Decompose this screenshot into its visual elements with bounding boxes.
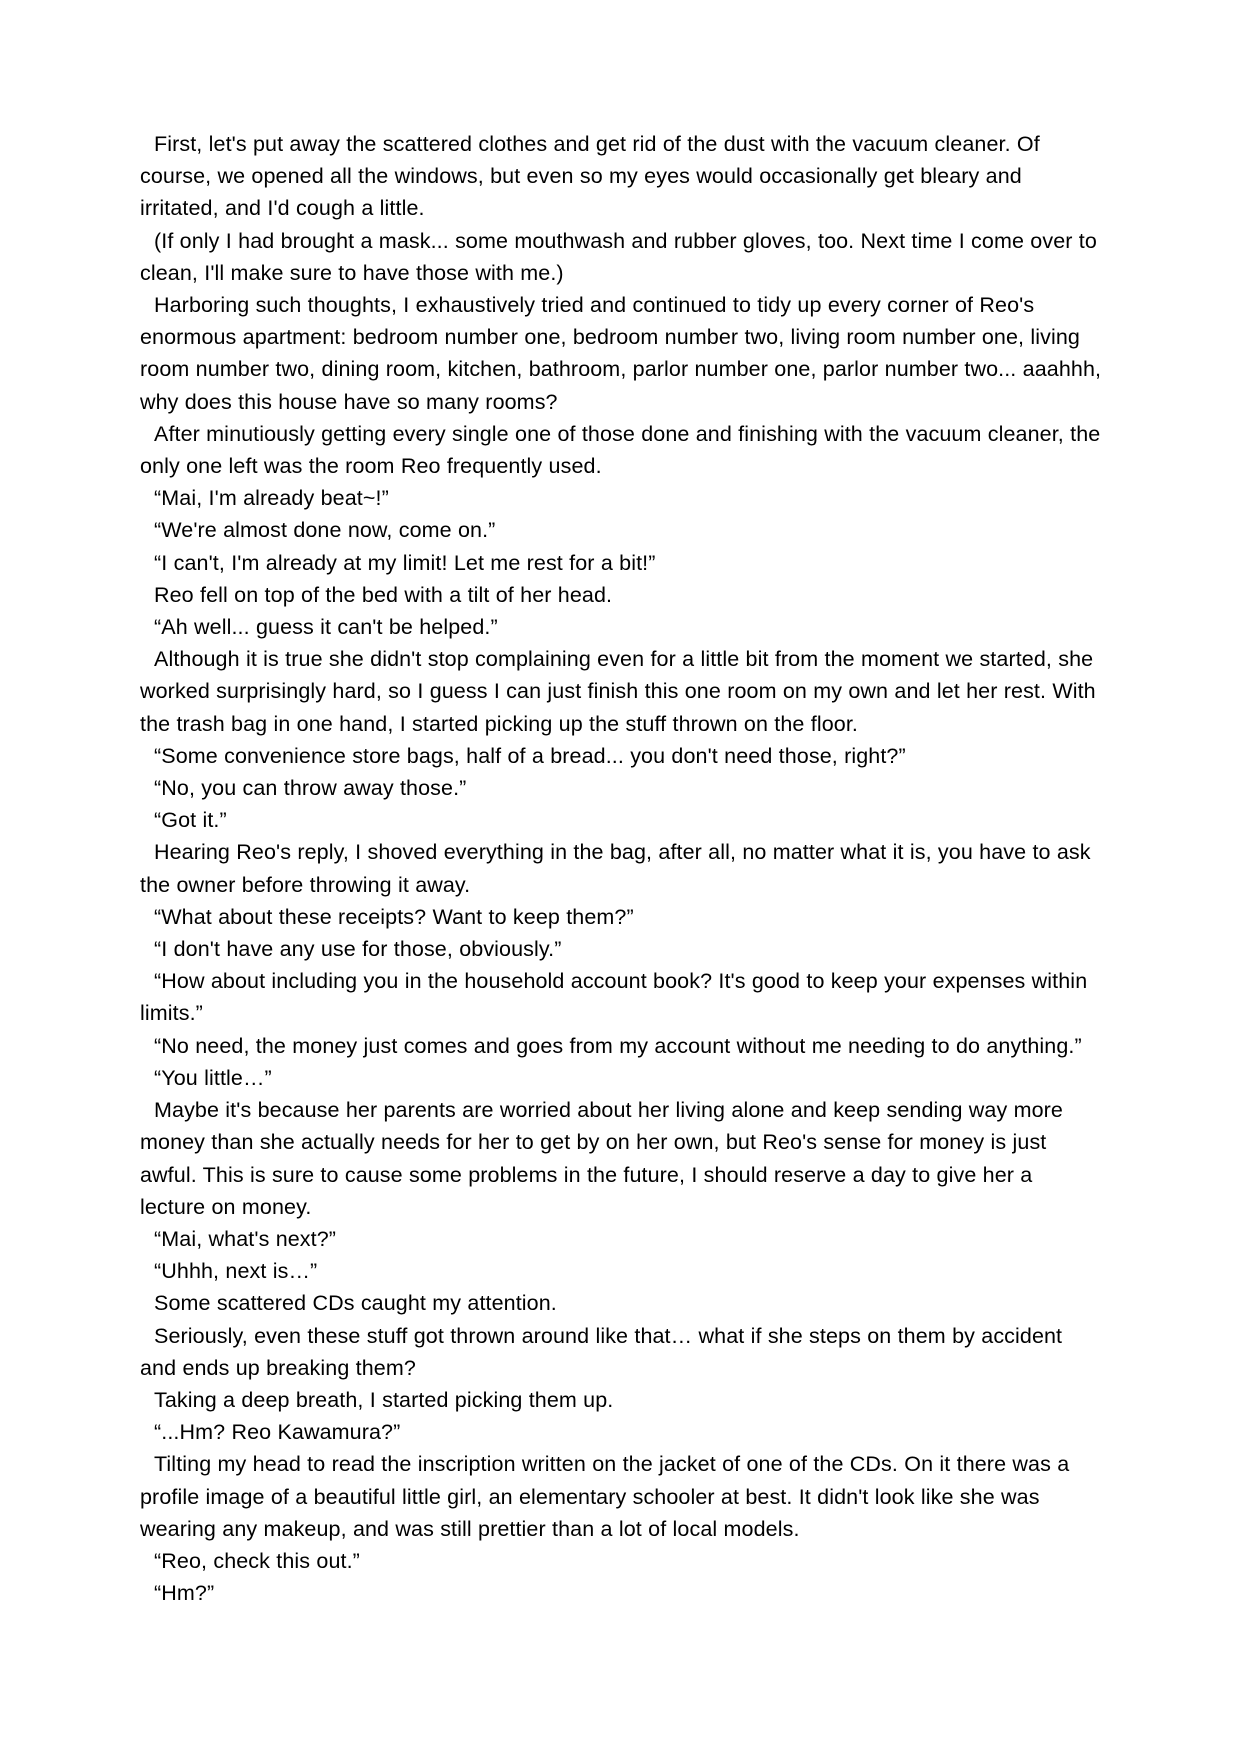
- document-body: [140, 128, 1102, 1609]
- paragraph: “Got it.”: [154, 808, 227, 833]
- paragraph: Hearing Reo's reply, I shoved everything in the bag, after all, no matter what it is, you have to ask the owner before throwing it away.: [140, 840, 1091, 897]
- paragraph: “How about including you in the household account book? It's good to keep your expenses within limits.”: [140, 969, 1088, 1026]
- paragraph: “...Hm? Reo Kawamura?”: [154, 1420, 401, 1445]
- paragraph: “What about these receipts? Want to keep them?”: [154, 904, 634, 929]
- paragraph: Taking a deep breath, I started picking them up.: [154, 1387, 614, 1412]
- paragraph: “No, you can throw away those.”: [154, 776, 467, 801]
- paragraph: “Hm?”: [154, 1581, 215, 1606]
- paragraph: “You little…”: [154, 1065, 272, 1090]
- paragraph: “We're almost done now, come on.”: [154, 518, 496, 543]
- paragraph: “Ah well... guess it can't be helped.”: [154, 615, 498, 640]
- paragraph: “I don't have any use for those, obviously.”: [154, 937, 562, 962]
- paragraph: After minutiously getting every single one of those done and finishing with the vacuum cleaner, the only one left was the room Reo frequently used.: [140, 421, 1101, 479]
- paragraph: “Mai, I'm already beat~!”: [154, 486, 389, 511]
- paragraph: Some scattered CDs caught my attention.: [154, 1291, 557, 1316]
- paragraph: (If only I had brought a mask... some mouthwash and rubber gloves, too. Next time I come over to clean, I'll make sure to have those with me.): [140, 228, 1097, 285]
- paragraph: Maybe it's because her parents are worried about her living alone and keep sending way more money than she actually needs for her to get by on her own, but Reo's sense for money is just awful. This is sure to cause some problems in the future, I should reserve a day to give her a lecture on money.: [140, 1098, 1063, 1219]
- paragraph: Tilting my head to read the inscription written on the jacket of one of the CDs. On it there was a profile image of a beautiful little girl, an elementary schooler at best. It didn't look like she was wearing any makeup, and was still prettier than a lot of local models.: [140, 1452, 1070, 1541]
- paragraph: “Uhhh, next is…”: [154, 1259, 318, 1284]
- paragraph: Reo fell on top of the bed with a tilt of her head.: [154, 582, 613, 607]
- paragraph: Although it is true she didn't stop complaining even for a little bit from the moment we started, she worked surprisingly hard, so I guess I can just finish this one room on my own and let her rest. With the trash bag in one hand, I started picking up the stuff thrown on the floor.: [140, 647, 1096, 736]
- paragraph: “Some convenience store bags, half of a bread... you don't need those, right?”: [154, 743, 906, 768]
- paragraph: First, let's put away the scattered clothes and get rid of the dust with the vacuum cleaner. Of course, we opened all the windows, but even so my eyes would occasionally get bleary and irritated, and I'd cough a little.: [140, 132, 1040, 221]
- paragraph: Seriously, even these stuff got thrown around like that… what if she steps on them by accident and ends up breaking them?: [140, 1323, 1063, 1380]
- paragraph: “Mai, what's next?”: [154, 1226, 337, 1251]
- paragraph: “No need, the money just comes and goes from my account without me needing to do anything.”: [154, 1033, 1082, 1058]
- paragraph: “I can't, I'm already at my limit! Let me rest for a bit!”: [154, 550, 656, 575]
- paragraph: Harboring such thoughts, I exhaustively tried and continued to tidy up every corner of Reo's enormous apartment: bedroom number one, bedroom number two, living room number one, living room number two, dining room, kitchen, bathroom, parlor number one, parlor number two... aaahhh, why does this house have so many rooms?: [140, 293, 1102, 414]
- paragraph: “Reo, check this out.”: [154, 1548, 360, 1573]
